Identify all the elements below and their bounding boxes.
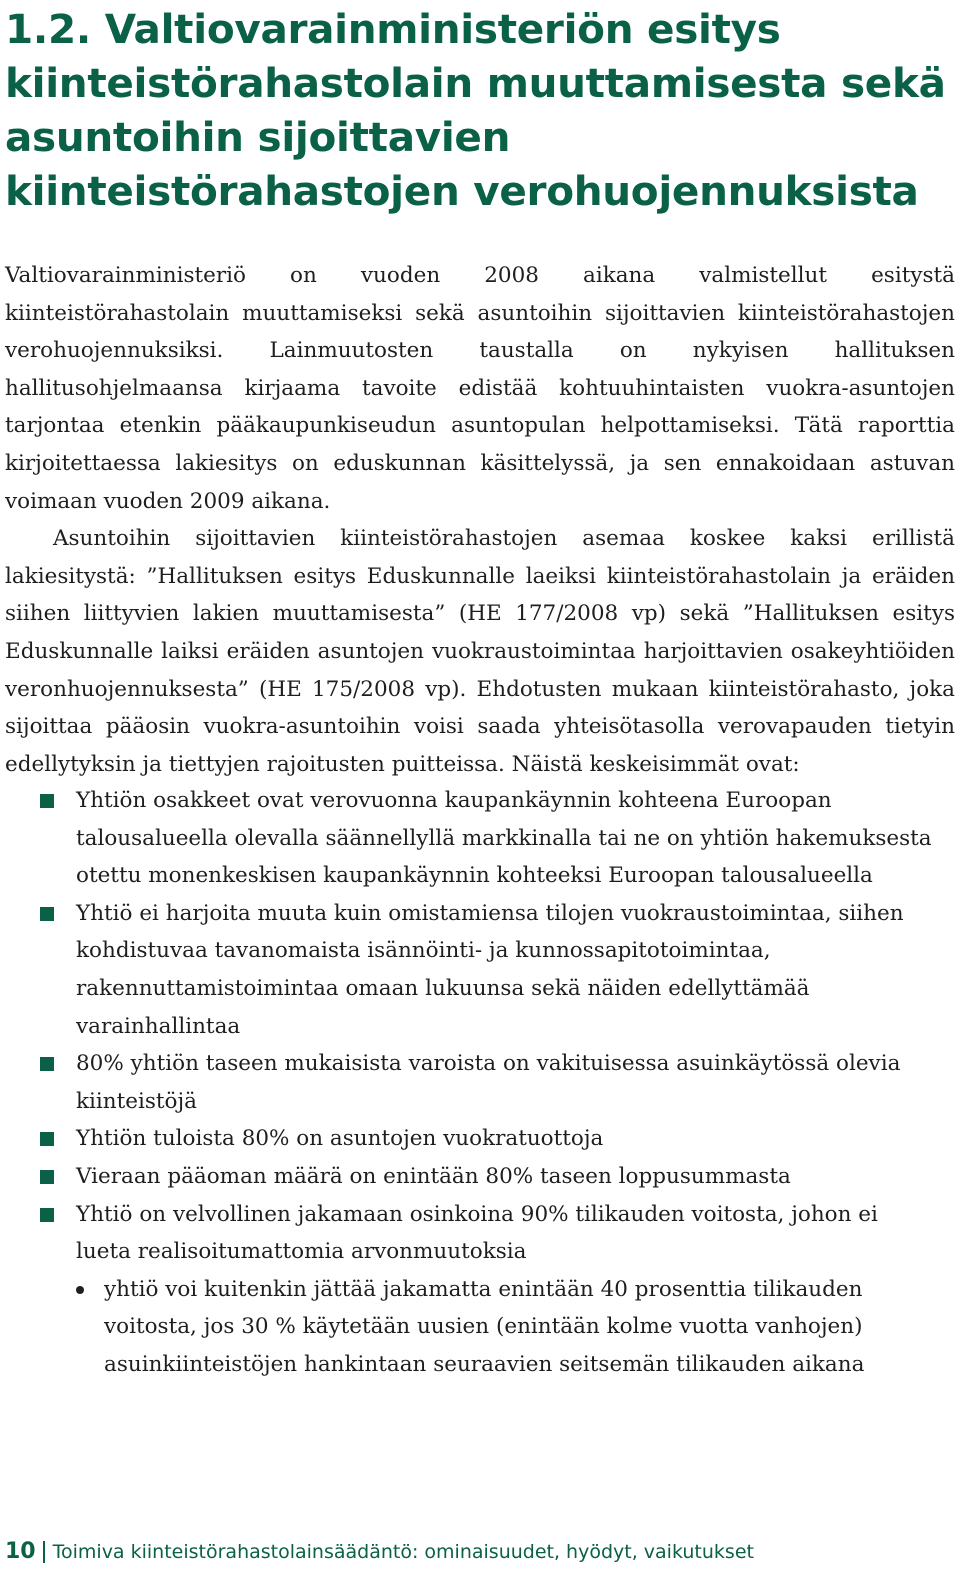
footer-divider	[43, 1541, 45, 1563]
publication-title: Toimiva kiinteistörahastolainsäädäntö: ominaisuudet, hyödyt, vaikutukset	[52, 1541, 754, 1563]
list-item-text: Yhtiö on velvollinen jakamaan osinkoina 90% tilikauden voitosta, johon ei lueta realisoitumattomia arvonmuutoksia	[76, 1201, 878, 1265]
paragraph: Valtiovarainministeriö on vuoden 2008 aikana valmistellut esitystä kiinteistörahastolain muuttamiseksi sekä asuntoihin sijoittavien kiinteistörahastojen verohuojennuksiksi. Lainmuutosten taustalla on nykyisen hallituksen hallitusohjelmaansa kirjaama tavoite edistää kohtuuhintaisten vuokra-asuntojen tarjontaa etenkin pääkaupunkiseudun asuntopulan helpottamiseksi. Tätä raporttia kirjoitettaessa lakiesitys on eduskunnan käsittelyssä, ja sen ennakoidaan astuvan voimaan vuoden 2009 aikana.	[5, 263, 955, 514]
list-item-text: Yhtiö ei harjoita muuta kuin omistamiensa tilojen vuokraustoimintaa, siihen kohdistuvaa tavanomaista isännöinti- ja kunnossapitotoimintaa, rakennuttamistoimintaa omaan lukuunsa sekä näiden edellyttämää varainhallintaa	[76, 900, 904, 1039]
sub-list-item-text: yhtiö voi kuitenkin jättää jakamatta enintään 40 prosenttia tilikauden voitosta, jos 30 % käytetään uusien (enintään kolme vuotta vanhojen) asuinkiinteistöjen hankintaan seuraavien seitsemän tilikauden aikana	[104, 1276, 865, 1377]
body-text	[5, 257, 955, 783]
page-footer	[5, 1538, 754, 1566]
list-item	[5, 1196, 955, 1384]
list-item-text: Vieraan pääoman määrä on enintään 80% taseen loppusummasta	[76, 1163, 791, 1189]
section-heading: 1.2. Valtiovarainministeriön esitys kiinteistörahastolain muuttamisesta sekä asuntoihin sijoittavien kiinteistörahastojen verohuojennuksista	[5, 5, 946, 215]
sub-list	[76, 1271, 935, 1384]
list-item	[5, 1045, 955, 1120]
round-bullet-icon	[76, 1286, 84, 1294]
requirements-list	[5, 782, 955, 1384]
list-item-text: 80% yhtiön taseen mukaisista varoista on vakituisessa asuinkäytössä olevia kiinteistöjä	[76, 1051, 901, 1114]
square-bullet-icon	[40, 794, 54, 808]
list-item	[5, 1120, 955, 1158]
square-bullet-icon	[40, 1170, 54, 1184]
list-item	[5, 1158, 955, 1196]
square-bullet-icon	[40, 907, 54, 921]
square-bullet-icon	[40, 1132, 54, 1146]
list-item	[5, 895, 955, 1045]
sub-list-item	[76, 1271, 935, 1384]
list-item-text: Yhtiön osakkeet ovat verovuonna kaupankäynnin kohteena Euroopan talousalueella olevalla säännellyllä markkinalla tai ne on yhtiön hakemuksesta otettu monenkeskisen kaupankäynnin kohteeksi Euroopan talousalueella	[76, 788, 932, 889]
page-number: 10	[5, 1539, 36, 1564]
paragraph: Asuntoihin sijoittavien kiinteistörahastojen asemaa koskee kaksi erillistä lakiesitystä: ”Hallituksen esitys Eduskunnalle laeiksi kiinteistörahastolain ja eräiden siihen liittyvien lakien muuttamisesta” (HE 177/2008 vp) sekä ”Hallituksen esitys Eduskunnalle laiksi eräiden asuntojen vuokraustoimintaa harjoittavien osakeyhtiöiden veronhuojennuksesta” (HE 175/2008 vp). Ehdotusten mukaan kiinteistörahasto, joka sijoittaa pääosin vuokra-asuntoihin voisi saada yhteisötasolla verovapauden tietyin edellytyksin ja tiettyjen rajoitusten puitteissa. Näistä keskeisimmät ovat:	[5, 526, 955, 777]
square-bullet-icon	[40, 1057, 54, 1071]
list-item-text: Yhtiön tuloista 80% on asuntojen vuokratuottoja	[76, 1126, 604, 1152]
list-item	[5, 782, 955, 895]
square-bullet-icon	[40, 1208, 54, 1222]
